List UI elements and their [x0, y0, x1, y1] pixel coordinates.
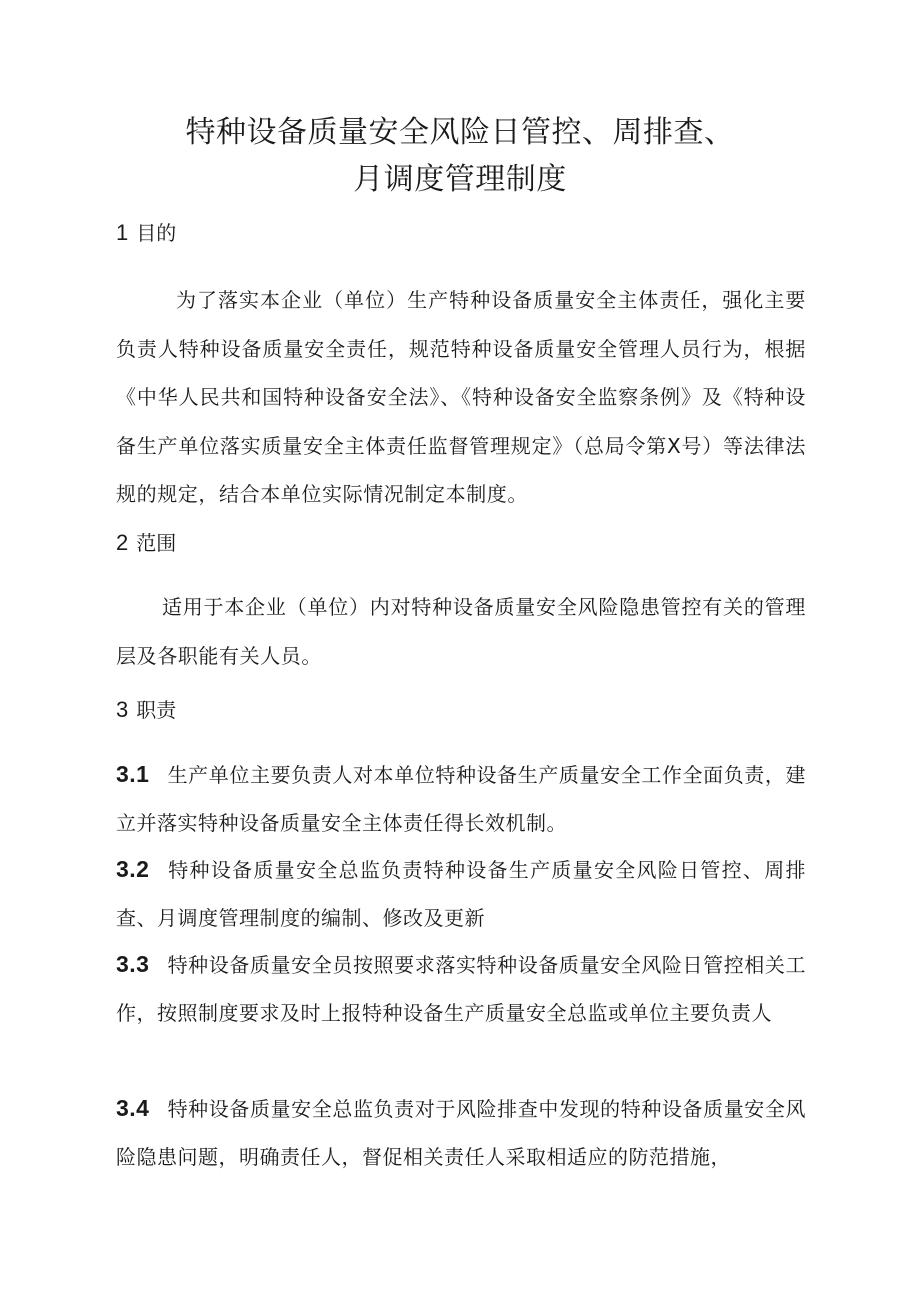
section-number: 2 [116, 530, 129, 555]
clause-3-1 [116, 750, 806, 847]
section-title: 职责 [136, 698, 177, 722]
section-number: 1 [116, 220, 129, 245]
clause-text: 特种设备质量安全总监负责特种设备生产质量安全风险日管控、周排查、月调度管理制度的编制、修改及更新 [116, 858, 806, 930]
section-1-heading [116, 218, 176, 248]
section-1-paragraph: 为了落实本企业（单位）生产特种设备质量安全主体责任，强化主要负责人特种设备质量安全责任，规范特种设备质量安全管理人员行为，根据《中华人民共和国特种设备安全法》、《特种设备安全监察条例》及《特种设备生产单位落实质量安全主体责任监督管理规定》（总局令第X号）等法律法规的规定，结合本单位实际情况制定本制度。 [116, 288, 806, 507]
section-title: 范围 [136, 531, 177, 555]
clause-text: 生产单位主要负责人对本单位特种设备生产质量安全工作全面负责，建立并落实特种设备质量安全主体责任得长效机制。 [116, 763, 806, 835]
clause-number: 3.2 [116, 856, 150, 882]
section-title: 目的 [136, 221, 177, 245]
section-2-heading [116, 528, 176, 558]
section-2-paragraph: 适用于本企业（单位）内对特种设备质量安全风险隐患管控有关的管理层及各职能有关人员。 [116, 595, 806, 668]
clause-number: 3.1 [116, 761, 150, 787]
clause-3-4 [116, 1084, 806, 1181]
clause-text: 特种设备质量安全员按照要求落实特种设备质量安全风险日管控相关工作，按照制度要求及时上报特种设备生产质量安全总监或单位主要负责人 [116, 953, 806, 1025]
clause-number: 3.3 [116, 951, 150, 977]
section-3-heading [116, 695, 176, 725]
document-title-line-1: 特种设备质量安全风险日管控、周排查、 [185, 115, 735, 150]
section-number: 3 [116, 697, 129, 722]
document-title-line-2: 月调度管理制度 [353, 162, 567, 197]
clause-text: 特种设备质量安全总监负责对于风险排查中发现的特种设备质量安全风险隐患问题，明确责任人，督促相关责任人采取相适应的防范措施， [116, 1097, 806, 1169]
clause-number: 3.4 [116, 1095, 150, 1121]
clause-3-3 [116, 940, 806, 1037]
clause-3-2 [116, 845, 806, 942]
